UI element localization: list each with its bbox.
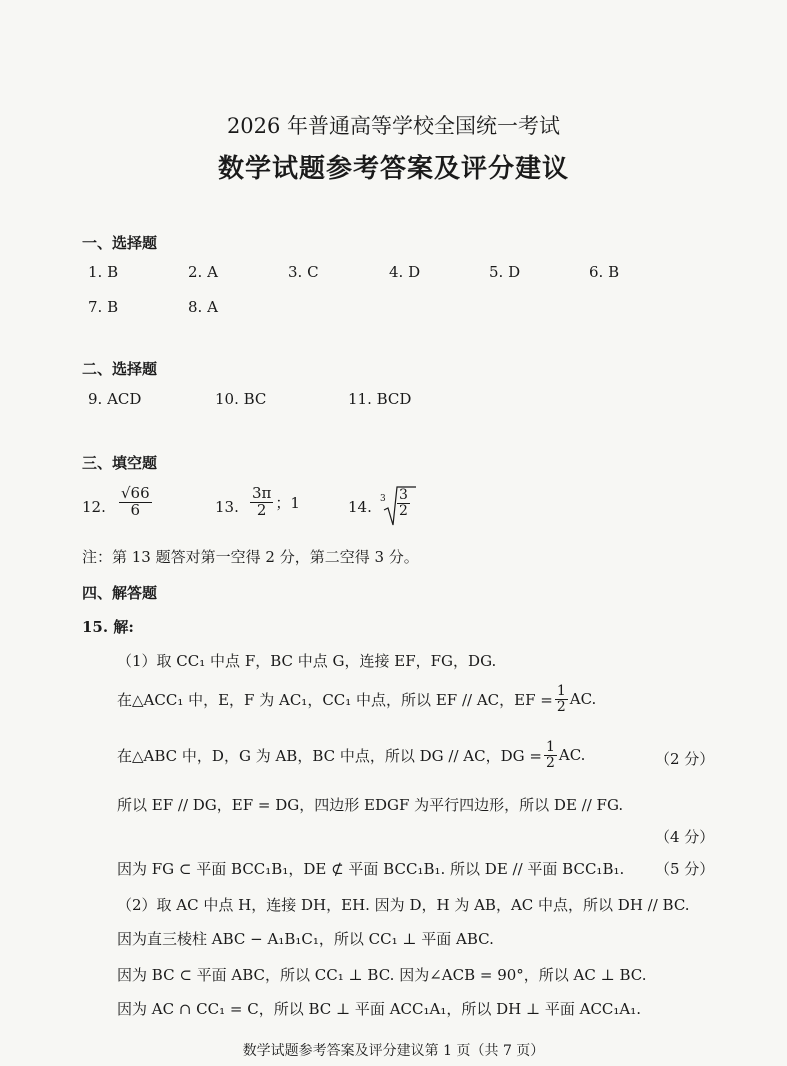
section-heading-choice: 一、选择题: [82, 234, 158, 252]
answer-item: 10. BC: [215, 390, 267, 408]
q12-label: 12.: [82, 498, 106, 516]
solution-line: 在△ABC 中，D，G 为 AB，BC 中点，所以 DG // AC，DG = $\frac{1}{2}$ AC.: [117, 739, 586, 771]
score-mark: （2 分）: [655, 750, 715, 768]
exam-title: 2026 年普通高等学校全国统一考试: [226, 114, 561, 138]
solution-line: 因为 AC ∩ CC₁ = C，所以 BC ⊥ 平面 ACC₁A₁，所以 DH ⊥ 平面 ACC₁A₁.: [117, 1000, 642, 1018]
score-mark: （4 分）: [655, 828, 715, 846]
solution-line: 所以 EF // DG，EF = DG，四边形 EDGF 为平行四边形，所以 DE // FG.: [117, 796, 624, 814]
solution-line: 因为 BC ⊂ 平面 ABC，所以 CC₁ ⊥ BC. 因为∠ACB = 90°，所以 AC ⊥ BC.: [117, 966, 647, 984]
answer-item: 3. C: [288, 263, 319, 281]
answer-key-page: 2026 年普通高等学校全国统一考试 数学试题参考答案及评分建议 一、选择题 1. B 2. A 3. C 4. D 5. D 6. B 7. B 8. A 二、选择题 9. ACD 10. BC 11. BCD 三、填空题 12. $\frac{√66}{6}$ 13. $\frac{3\pi}{2}$ ；1 14. 3 $\frac{3}{2}$ 注：第 13 题答对第一空得 2 分，第二空得 3 分。 四、解答题 15. 解: （1）取 CC₁ 中点 F，BC 中点 G，连接 EF，FG，DG. 在△ACC₁ 中，E，F 为 AC₁，CC₁ 中点，所以 EF // AC，EF = $\frac{1}{2}$ AC. 在△ABC 中，D，G 为 AB，BC 中点，所以 DG // AC，DG = $\frac{1}{2}$ AC. （2 分） 所以 EF // DG，EF = DG，四边形 EDGF 为平行四边形，所以 DE // FG. （4 分） 因为 FG ⊂ 平面 BCC₁B₁，DE ⊄ 平面 BCC₁B₁. 所以 DE // 平面 BCC₁B₁. （5 分） （2）取 AC 中点 H，连接 DH，EH. 因为 D，H 为 AB，AC 中点，所以 DH // BC. 因为直三棱柱 ABC − A₁B₁C₁，所以 CC₁ ⊥ 平面 ABC. 因为 BC ⊂ 平面 ABC，所以 CC₁ ⊥ BC. 因为∠ACB = 90°，所以 AC ⊥ BC. 因为 AC ∩ CC₁ = C，所以 BC ⊥ 平面 ACC₁A₁，所以 DH ⊥ 平面 ACC₁A₁. 数学试题参考答案及评分建议第 1 页（共 7 页）: [0, 0, 787, 1066]
page-footer: 数学试题参考答案及评分建议第 1 页（共 7 页）: [242, 1043, 545, 1059]
document-title: 数学试题参考答案及评分建议: [217, 154, 569, 184]
solution-line: 在△ACC₁ 中，E，F 为 AC₁，CC₁ 中点，所以 EF // AC，EF = $\frac{1}{2}$ AC.: [117, 683, 597, 715]
answer-item: 9. ACD: [88, 390, 142, 408]
answer-item: 7. B: [88, 298, 119, 316]
answer-item: 11. BCD: [348, 390, 412, 408]
answer-item: 2. A: [188, 263, 218, 281]
solution-line: （2）取 AC 中点 H，连接 DH，EH. 因为 D，H 为 AB，AC 中点，所以 DH // BC.: [117, 896, 690, 914]
section-heading-solutions: 四、解答题: [82, 584, 158, 602]
section-heading-multi-choice: 二、选择题: [82, 360, 158, 378]
q13-label: 13.: [215, 498, 239, 516]
q12-answer: $\frac{√66}{6}$: [121, 484, 150, 519]
q15-label: 15. 解:: [82, 618, 134, 636]
answer-item: 1. B: [88, 263, 119, 281]
solution-line: 因为 FG ⊂ 平面 BCC₁B₁，DE ⊄ 平面 BCC₁B₁. 所以 DE // 平面 BCC₁B₁.: [117, 860, 625, 878]
answer-item: 4. D: [389, 263, 421, 281]
answer-item: 8. A: [188, 298, 218, 316]
scoring-note: 注：第 13 题答对第一空得 2 分，第二空得 3 分。: [82, 548, 419, 566]
answer-item: 5. D: [489, 263, 521, 281]
section-heading-fill-blank: 三、填空题: [82, 454, 158, 472]
q13-answer: $\frac{3\pi}{2}$ ；1: [252, 484, 300, 519]
q14-label: 14.: [348, 498, 372, 516]
answer-item: 6. B: [589, 263, 620, 281]
solution-line: 因为直三棱柱 ABC − A₁B₁C₁，所以 CC₁ ⊥ 平面 ABC.: [117, 930, 494, 948]
score-mark: （5 分）: [655, 860, 715, 878]
solution-line: （1）取 CC₁ 中点 F，BC 中点 G，连接 EF，FG，DG.: [117, 652, 497, 670]
